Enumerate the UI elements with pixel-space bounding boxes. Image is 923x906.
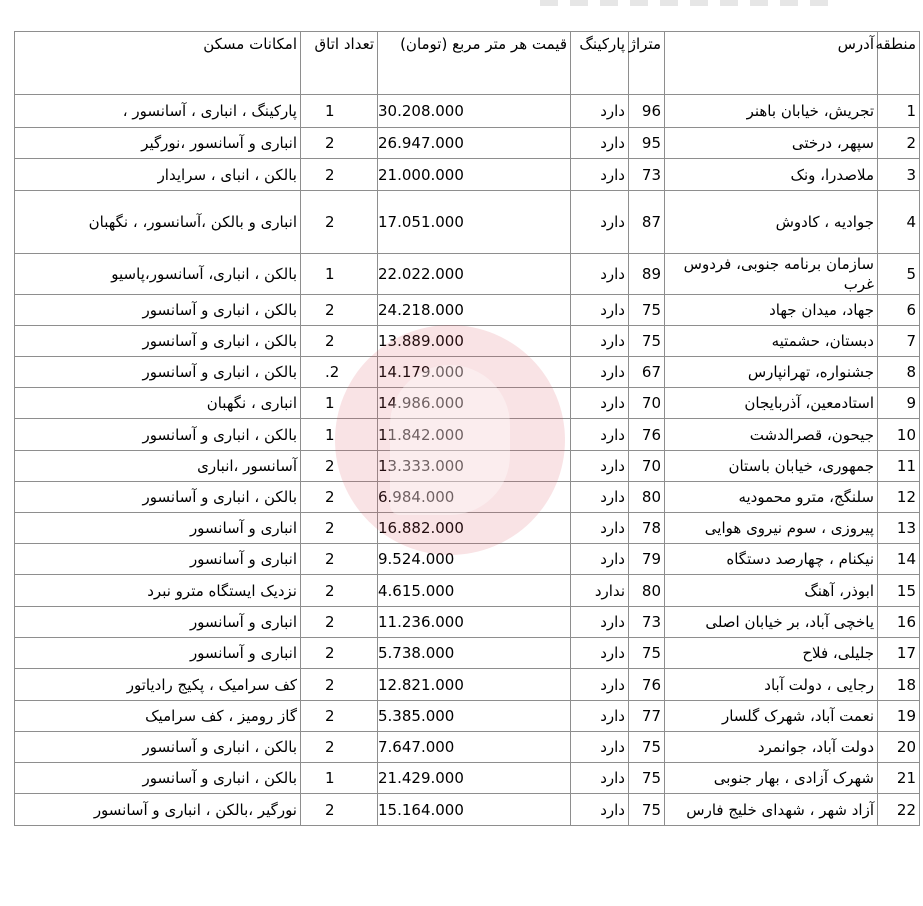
price-value: 5.738.000 bbox=[378, 644, 455, 662]
price-value: 21.000.000 bbox=[378, 165, 464, 184]
parking-cell: دارد bbox=[571, 794, 629, 826]
address-cell: یاخچی آباد، بر خیابان اصلی bbox=[665, 607, 878, 638]
address-cell: تجریش، خیابان باهنر bbox=[665, 95, 878, 128]
rooms-cell: 2 bbox=[301, 669, 378, 701]
rooms-cell: 1 bbox=[301, 763, 378, 794]
amenities-cell: انباری و آسانسور bbox=[15, 638, 301, 669]
row-number: 16 bbox=[878, 607, 920, 638]
table-row bbox=[15, 513, 920, 544]
price-value: 14.986.000 bbox=[378, 394, 464, 412]
parking-cell: دارد bbox=[571, 669, 629, 701]
area-cell: 73 bbox=[629, 607, 665, 638]
price-value: 22.022.000 bbox=[378, 265, 464, 283]
parking-cell: دارد bbox=[571, 254, 629, 295]
area-cell: 75 bbox=[629, 326, 665, 357]
header-price: قیمت هر متر مربع (تومان) bbox=[378, 32, 571, 95]
price-value: 12.821.000 bbox=[378, 675, 464, 694]
table-row bbox=[15, 295, 920, 326]
price-value: 30.208.000 bbox=[378, 102, 464, 120]
row-number: 8 bbox=[878, 357, 920, 388]
parking-cell: دارد bbox=[571, 607, 629, 638]
address-cell: جشنواره، تهرانپارس bbox=[665, 357, 878, 388]
row-number: 20 bbox=[878, 732, 920, 763]
housing-price-table bbox=[14, 31, 920, 826]
row-number: 18 bbox=[878, 669, 920, 701]
price-cell bbox=[378, 794, 571, 826]
table-row bbox=[15, 191, 920, 254]
price-cell bbox=[378, 701, 571, 732]
area-cell: 75 bbox=[629, 732, 665, 763]
address-cell: جمهوری، خیابان باستان bbox=[665, 451, 878, 482]
cropped-text-remnant bbox=[540, 0, 840, 6]
table-row bbox=[15, 254, 920, 295]
table-row bbox=[15, 544, 920, 575]
price-cell bbox=[378, 669, 571, 701]
area-cell: 96 bbox=[629, 95, 665, 128]
price-cell bbox=[378, 482, 571, 513]
table-row bbox=[15, 732, 920, 763]
amenities-cell: بالکن ، انباری، آسانسور،پاسیو bbox=[15, 254, 301, 295]
parking-cell: دارد bbox=[571, 95, 629, 128]
rooms-cell: 2 bbox=[301, 513, 378, 544]
amenities-cell: بالکن ، انباری و آسانسور bbox=[15, 763, 301, 794]
header-rooms: تعداد اتاق bbox=[301, 32, 378, 95]
price-value: 17.051.000 bbox=[378, 213, 464, 231]
row-number: 1 bbox=[878, 95, 920, 128]
parking-cell: دارد bbox=[571, 763, 629, 794]
price-value: 7.647.000 bbox=[378, 738, 455, 756]
parking-cell: دارد bbox=[571, 544, 629, 575]
price-cell bbox=[378, 95, 571, 128]
table-row bbox=[15, 326, 920, 357]
parking-cell: دارد bbox=[571, 191, 629, 254]
row-number: 9 bbox=[878, 388, 920, 419]
parking-cell: دارد bbox=[571, 701, 629, 732]
row-number: 5 bbox=[878, 254, 920, 295]
area-cell: 95 bbox=[629, 128, 665, 159]
parking-cell: دارد bbox=[571, 451, 629, 482]
rooms-cell: 2 bbox=[301, 159, 378, 191]
price-cell bbox=[378, 295, 571, 326]
row-number: 12 bbox=[878, 482, 920, 513]
price-cell bbox=[378, 388, 571, 419]
table-row bbox=[15, 95, 920, 128]
table-row bbox=[15, 357, 920, 388]
price-cell bbox=[378, 575, 571, 607]
header-parking: پارکینگ bbox=[571, 32, 629, 95]
table-row bbox=[15, 701, 920, 732]
parking-cell: دارد bbox=[571, 326, 629, 357]
row-number: 14 bbox=[878, 544, 920, 575]
rooms-cell: 2 bbox=[301, 701, 378, 732]
row-number: 4 bbox=[878, 191, 920, 254]
table-row bbox=[15, 669, 920, 701]
rooms-cell: 2 bbox=[301, 732, 378, 763]
area-cell: 77 bbox=[629, 701, 665, 732]
area-cell: 78 bbox=[629, 513, 665, 544]
area-cell: 75 bbox=[629, 763, 665, 794]
price-value: 26.947.000 bbox=[378, 134, 464, 152]
row-number: 7 bbox=[878, 326, 920, 357]
price-cell bbox=[378, 513, 571, 544]
price-cell bbox=[378, 451, 571, 482]
table-row bbox=[15, 159, 920, 191]
address-cell: ابوذر، آهنگ bbox=[665, 575, 878, 607]
amenities-cell: انباری ، نگهبان bbox=[15, 388, 301, 419]
parking-cell: دارد bbox=[571, 513, 629, 544]
amenities-cell: بالکن ، انباری و آسانسور bbox=[15, 326, 301, 357]
row-number: 11 bbox=[878, 451, 920, 482]
row-number: 6 bbox=[878, 295, 920, 326]
amenities-cell: گاز رومیز ، کف سرامیک bbox=[15, 701, 301, 732]
amenities-cell: آسانسور ،انباری bbox=[15, 451, 301, 482]
rooms-cell: 2 bbox=[301, 638, 378, 669]
price-value: 21.429.000 bbox=[378, 769, 464, 787]
rooms-cell: 2 bbox=[301, 575, 378, 607]
address-cell: دبستان، حشمتیه bbox=[665, 326, 878, 357]
address-cell: سپهر، درختی bbox=[665, 128, 878, 159]
address-cell: جلیلی، فلاح bbox=[665, 638, 878, 669]
parking-cell: دارد bbox=[571, 732, 629, 763]
table-row bbox=[15, 128, 920, 159]
price-cell bbox=[378, 732, 571, 763]
area-cell: 73 bbox=[629, 159, 665, 191]
parking-cell: دارد bbox=[571, 128, 629, 159]
price-cell bbox=[378, 254, 571, 295]
table-row bbox=[15, 607, 920, 638]
parking-cell: دارد bbox=[571, 388, 629, 419]
area-cell: 80 bbox=[629, 482, 665, 513]
parking-cell: دارد bbox=[571, 482, 629, 513]
amenities-cell: انباری و بالکن ،آسانسور، ، نگهبان bbox=[15, 191, 301, 254]
amenities-cell: پارکینگ ، انباری ، آسانسور ، bbox=[15, 95, 301, 128]
price-cell bbox=[378, 544, 571, 575]
parking-cell: دارد bbox=[571, 357, 629, 388]
price-cell bbox=[378, 128, 571, 159]
amenities-cell: نزدیک ایستگاه مترو نبرد bbox=[15, 575, 301, 607]
header-row bbox=[15, 32, 920, 95]
row-number: 17 bbox=[878, 638, 920, 669]
parking-cell: دارد bbox=[571, 419, 629, 451]
address-cell: جیحون، قصرالدشت bbox=[665, 419, 878, 451]
area-cell: 75 bbox=[629, 794, 665, 826]
table-row bbox=[15, 388, 920, 419]
parking-cell: ندارد bbox=[571, 575, 629, 607]
rooms-cell: 2 bbox=[301, 451, 378, 482]
table-row bbox=[15, 575, 920, 607]
price-value: 9.524.000 bbox=[378, 550, 455, 568]
address-cell: دولت آباد، جوانمرد bbox=[665, 732, 878, 763]
address-cell: رجایی ، دولت آباد bbox=[665, 669, 878, 701]
price-value: 11.842.000 bbox=[378, 425, 464, 444]
amenities-cell: بالکن ، انباری و آسانسور bbox=[15, 482, 301, 513]
price-value: 16.882.000 bbox=[378, 519, 464, 537]
header-address: آدرس bbox=[665, 32, 878, 95]
top-strip bbox=[0, 0, 923, 30]
table-row bbox=[15, 451, 920, 482]
price-value: 13.889.000 bbox=[378, 332, 464, 350]
parking-cell: دارد bbox=[571, 295, 629, 326]
price-value: 5.385.000 bbox=[378, 707, 455, 725]
amenities-cell: بالکن ، انباری و آسانسور bbox=[15, 732, 301, 763]
address-cell: شهرک آزادی ، بهار جنوبی bbox=[665, 763, 878, 794]
header-area: متراژ bbox=[629, 32, 665, 95]
price-cell bbox=[378, 326, 571, 357]
price-value: 4.615.000 bbox=[378, 581, 455, 600]
address-cell: سلنگج، مترو محمودیه bbox=[665, 482, 878, 513]
address-cell: استادمعین، آذربایجان bbox=[665, 388, 878, 419]
price-value: 13.333.000 bbox=[378, 457, 464, 475]
amenities-cell: انباری و آسانسور bbox=[15, 513, 301, 544]
row-number: 2 bbox=[878, 128, 920, 159]
area-cell: 76 bbox=[629, 669, 665, 701]
header-amenities: امکانات مسکن bbox=[15, 32, 301, 95]
row-number: 10 bbox=[878, 419, 920, 451]
amenities-cell: انباری و آسانسور bbox=[15, 544, 301, 575]
address-cell: جهاد، میدان جهاد bbox=[665, 295, 878, 326]
table-row bbox=[15, 482, 920, 513]
area-cell: 89 bbox=[629, 254, 665, 295]
table-body bbox=[15, 95, 920, 826]
price-value: 14.179.000 bbox=[378, 363, 464, 381]
area-cell: 76 bbox=[629, 419, 665, 451]
area-cell: 80 bbox=[629, 575, 665, 607]
row-number: 15 bbox=[878, 575, 920, 607]
rooms-cell: 2 bbox=[301, 326, 378, 357]
row-number: 13 bbox=[878, 513, 920, 544]
rooms-cell: 1 bbox=[301, 254, 378, 295]
price-value: 11.236.000 bbox=[378, 613, 464, 631]
parking-cell: دارد bbox=[571, 159, 629, 191]
amenities-cell: بالکن ، انبای ، سرایدار bbox=[15, 159, 301, 191]
area-cell: 67 bbox=[629, 357, 665, 388]
price-value: 24.218.000 bbox=[378, 301, 464, 319]
area-cell: 79 bbox=[629, 544, 665, 575]
area-cell: 75 bbox=[629, 295, 665, 326]
price-cell bbox=[378, 607, 571, 638]
address-cell: ملاصدرا، ونک bbox=[665, 159, 878, 191]
area-cell: 70 bbox=[629, 388, 665, 419]
rooms-cell: 1 bbox=[301, 388, 378, 419]
rooms-cell: 2 bbox=[301, 794, 378, 826]
amenities-cell: نورگیر ،بالکن ، انباری و آسانسور bbox=[15, 794, 301, 826]
rooms-cell: 2 bbox=[301, 482, 378, 513]
price-value: 15.164.000 bbox=[378, 800, 464, 819]
address-cell: نعمت آباد، شهرک گلسار bbox=[665, 701, 878, 732]
row-number: 3 bbox=[878, 159, 920, 191]
rooms-cell: 2 bbox=[301, 191, 378, 254]
table-row bbox=[15, 763, 920, 794]
row-number: 19 bbox=[878, 701, 920, 732]
table-row bbox=[15, 638, 920, 669]
row-number: 22 bbox=[878, 794, 920, 826]
rooms-cell: 2 bbox=[301, 295, 378, 326]
price-cell bbox=[378, 763, 571, 794]
amenities-cell: کف سرامیک ، پکیج رادیاتور bbox=[15, 669, 301, 701]
table-row bbox=[15, 419, 920, 451]
price-cell bbox=[378, 357, 571, 388]
table-row bbox=[15, 794, 920, 826]
address-cell: سازمان برنامه جنوبی، فردوس غرب bbox=[665, 254, 878, 295]
rooms-cell: 1 bbox=[301, 95, 378, 128]
amenities-cell: بالکن ، انباری و آسانسور bbox=[15, 419, 301, 451]
row-number: 21 bbox=[878, 763, 920, 794]
price-value: 6.984.000 bbox=[378, 488, 455, 506]
address-cell: پیروزی ، سوم نیروی هوایی bbox=[665, 513, 878, 544]
address-cell: جوادیه ، کادوش bbox=[665, 191, 878, 254]
rooms-cell: 2 bbox=[301, 128, 378, 159]
parking-cell: دارد bbox=[571, 638, 629, 669]
rooms-cell: 2. bbox=[301, 357, 378, 388]
area-cell: 87 bbox=[629, 191, 665, 254]
rooms-cell: 2 bbox=[301, 607, 378, 638]
amenities-cell: بالکن ، انباری و آسانسور bbox=[15, 357, 301, 388]
amenities-cell: انباری و آسانسور ،نورگیر bbox=[15, 128, 301, 159]
price-cell bbox=[378, 159, 571, 191]
amenities-cell: بالکن ، انباری و آسانسور bbox=[15, 295, 301, 326]
area-cell: 70 bbox=[629, 451, 665, 482]
address-cell: نیکنام ، چهارصد دستگاه bbox=[665, 544, 878, 575]
header-region: منطقه bbox=[878, 32, 920, 95]
rooms-cell: 2 bbox=[301, 544, 378, 575]
rooms-cell: 1 bbox=[301, 419, 378, 451]
area-cell: 75 bbox=[629, 638, 665, 669]
address-cell: آزاد شهر ، شهدای خلیج فارس bbox=[665, 794, 878, 826]
amenities-cell: انباری و آسانسور bbox=[15, 607, 301, 638]
price-cell bbox=[378, 419, 571, 451]
price-cell bbox=[378, 191, 571, 254]
price-cell bbox=[378, 638, 571, 669]
